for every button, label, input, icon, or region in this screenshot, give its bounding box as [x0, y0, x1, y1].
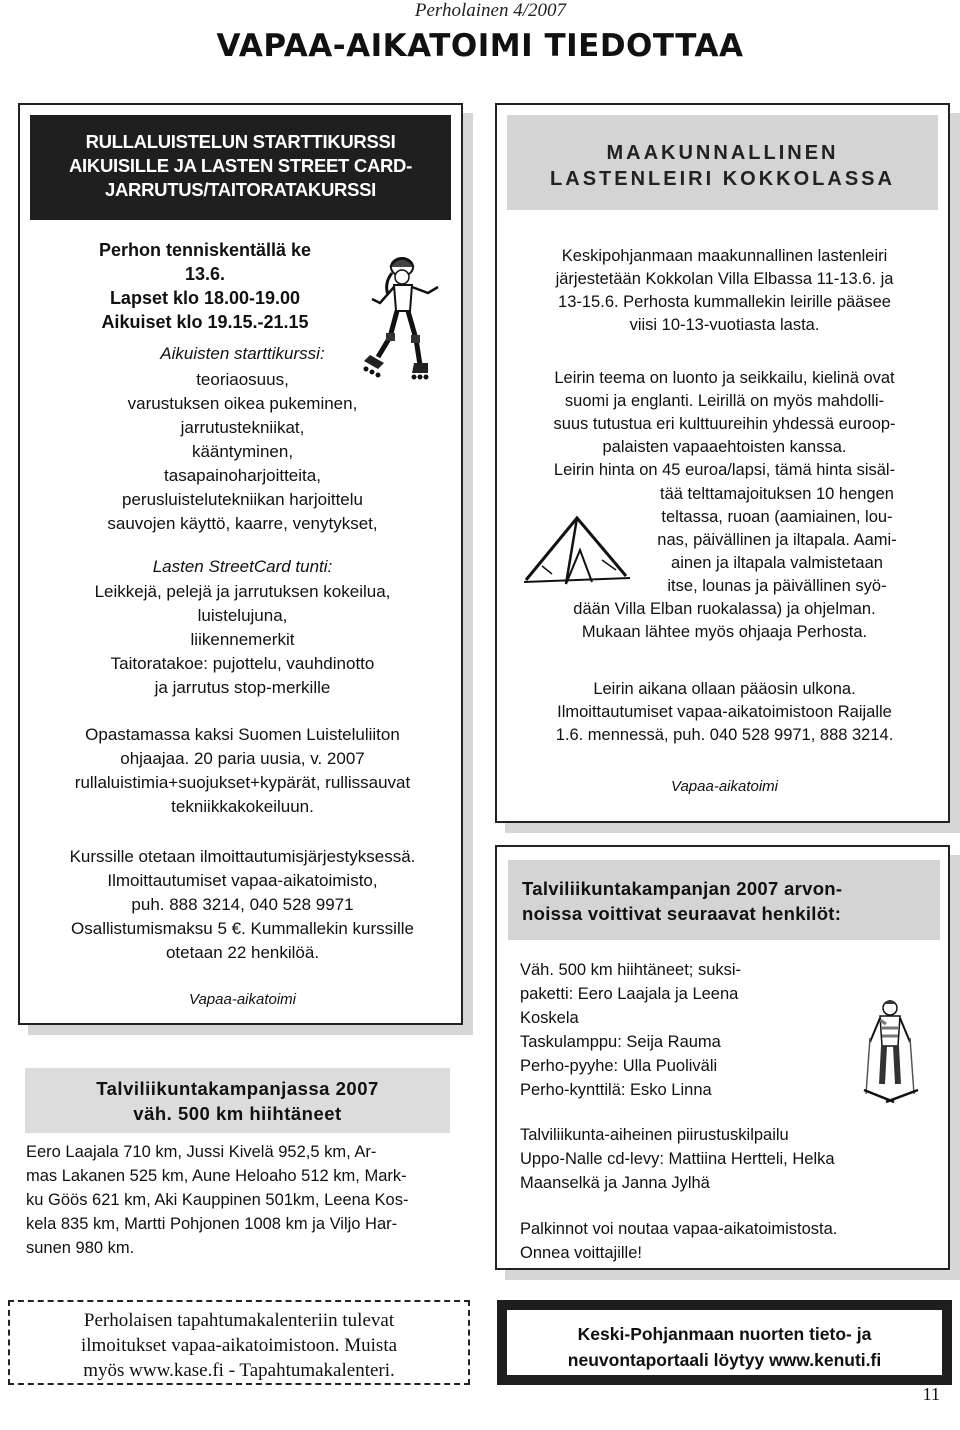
- text-line: dään Villa Elban ruokalassa) ja ohjelman.: [573, 600, 876, 618]
- skier-illustration: [860, 998, 920, 1108]
- text-line: Talviliikunta-aiheinen piirustuskilpailu: [520, 1126, 789, 1144]
- text-line: Ilmoittautumiset vapaa-aikatoimistoon Raijalle: [557, 703, 892, 721]
- publication-issue: Perholainen 4/2007: [414, 0, 566, 21]
- text-line: Kurssille otetaan ilmoittautumisjärjestyksessä.: [69, 847, 416, 866]
- text-line: Leirin teema on luonto ja seikkailu, kielinä ovat: [554, 369, 895, 387]
- title-line: Talviliikuntakampanjan 2007 arvon-: [522, 878, 843, 899]
- camp-theme: [497, 367, 952, 459]
- text-line: Eero Laajala 710 km, Jussi Kivelä 952,5 km, Ar-: [26, 1143, 377, 1161]
- camp-signature: Vapaa-aikatoimi: [671, 778, 778, 795]
- title-line: AIKUISILLE JA LASTEN STREET CARD-: [69, 155, 412, 176]
- tent-illustration: [522, 510, 632, 590]
- text-line: ohjaajaa. 20 paria uusia, v. 2007: [120, 749, 365, 768]
- text-line: Ilmoittautumiset vapaa-aikatoimisto,: [107, 871, 378, 890]
- text-line: Osallistumismaksu 5 €. Kummallekin kurssille: [71, 919, 414, 938]
- text-line: Leirin aikana ollaan pääosin ulkona.: [593, 680, 856, 698]
- page-number: 11: [922, 1384, 940, 1404]
- text-line: Leikkejä, pelejä ja jarrutuksen kokeilua,: [94, 582, 391, 601]
- text-line: ja jarrutus stop-merkille: [154, 678, 331, 697]
- text-line: puh. 888 3214, 040 528 9971: [131, 895, 354, 914]
- camp-box: [495, 103, 950, 823]
- kids-course-content: [20, 580, 465, 700]
- text-line: Perho-kynttilä: Esko Linna: [520, 1081, 712, 1099]
- title-line: RULLALUISTELUN STARTTIKURSSI: [85, 131, 396, 152]
- text-line: kela 835 km, Martti Pohjonen 1008 km ja Viljo Har-: [26, 1215, 398, 1233]
- text-line: paketti: Eero Laajala ja Leena: [520, 985, 739, 1003]
- adult-course-heading: Aikuisten starttikurssi:: [160, 344, 325, 363]
- text-line: sauvojen käyttö, kaarre, venytykset,: [107, 514, 378, 533]
- text-line: rullaluistimia+suojukset+kypärät, rullissauvat: [74, 773, 411, 792]
- title-line: Talviliikuntakampanjassa 2007: [96, 1078, 379, 1099]
- course-schedule: [80, 238, 330, 334]
- text-line: viisi 10-13-vuotiasta lasta.: [629, 316, 820, 334]
- text-line: luistelujuna,: [197, 606, 288, 625]
- text-line: Perho-pyyhe: Ulla Puoliväli: [520, 1057, 718, 1075]
- camp-price-line: Leirin hinta on 45 euroa/lapsi, tämä hinta sisäl-: [553, 461, 896, 479]
- course-guides-info: [20, 723, 465, 819]
- schedule-line: Perhon tenniskentällä ke 13.6.: [98, 240, 312, 284]
- text-line: Mukaan lähtee myös ohjaaja Perhosta.: [581, 623, 868, 641]
- schedule-line: Lapset klo 18.00-19.00: [109, 288, 301, 308]
- text-line: liikennemerkit: [190, 630, 295, 649]
- text-line: ainen ja iltapala valmistetaan: [671, 554, 883, 572]
- text-line: Taskulamppu: Seija Rauma: [520, 1033, 721, 1051]
- text-line: sunen 980 km.: [26, 1239, 135, 1257]
- text-line: tasapainoharjoitteita,: [164, 466, 321, 485]
- prize-pickup-info: [520, 1217, 940, 1265]
- title-line: LASTENLEIRI KOKKOLASSA: [550, 168, 895, 190]
- text-line: Onnea voittajille!: [520, 1244, 642, 1262]
- text-line: myös www.kase.fi - Tapahtumakalenteri.: [83, 1360, 395, 1381]
- title-line: noissa voittivat seuraavat henkilöt:: [522, 903, 842, 924]
- title-line: JARRUTUS/TAITORATAKURSSI: [105, 179, 376, 200]
- text-line: 13-15.6. Perhosta kummallekin leirille pääsee: [558, 293, 891, 311]
- kids-course-heading: Lasten StreetCard tunti:: [152, 557, 333, 576]
- skating-course-box: [18, 103, 463, 1025]
- course-signature: Vapaa-aikatoimi: [189, 991, 296, 1008]
- winners-list: [520, 958, 810, 1102]
- text-line: järjestetään Kokkolan Villa Elbassa 11-13.6. ja: [555, 270, 894, 288]
- camp-registration: [497, 678, 952, 747]
- text-line: otetaan 22 henkilöä.: [165, 943, 320, 962]
- text-line: teoriaosuus,: [196, 370, 289, 389]
- youth-portal-note: [497, 1300, 952, 1385]
- schedule-line: Aikuiset klo 19.15.-21.15: [101, 312, 309, 332]
- adult-course-content: [20, 368, 465, 536]
- text-line: teltassa, ruoan (aamiainen, lou-: [661, 508, 893, 526]
- text-line: varustuksen oikea pukeminen,: [127, 394, 358, 413]
- text-line: perusluistelutekniikan harjoittelu: [122, 490, 363, 509]
- text-line: jarrutustekniikat,: [180, 418, 305, 437]
- text-line: neuvontaportaali löytyy www.kenuti.fi: [567, 1350, 882, 1370]
- skating-course-title: [30, 115, 451, 220]
- text-line: Opastamassa kaksi Suomen Luisteluliiton: [85, 725, 400, 744]
- text-line: mas Lakanen 525 km, Aune Heloaho 512 km, Mark-: [26, 1167, 407, 1185]
- camp-title: [507, 115, 938, 210]
- text-line: ku Göös 621 km, Aki Kauppinen 501km, Leena Kos-: [26, 1191, 409, 1209]
- text-line: suus tutustua eri kulttuureihin yhdessä euroop-: [553, 415, 896, 433]
- text-line: Keski-Pohjanmaan nuorten tieto- ja: [577, 1324, 872, 1344]
- text-line: kääntyminen,: [191, 442, 294, 461]
- drawing-contest-winners: [520, 1123, 940, 1195]
- ski-campaign-results: [26, 1140, 450, 1260]
- camp-intro: [497, 245, 952, 337]
- text-line: Keskipohjanmaan maakunnallinen lastenleiri: [561, 247, 888, 265]
- title-line: MAAKUNNALLINEN: [606, 142, 839, 164]
- ski-campaign-title: [25, 1068, 450, 1133]
- calendar-note: [8, 1300, 470, 1385]
- text-line: Perholaisen tapahtumakalenteriin tulevat: [83, 1310, 395, 1331]
- text-line: itse, lounas ja päivällinen syö-: [667, 577, 887, 595]
- text-line: Taitoratakoe: pujottelu, vauhdinotto: [110, 654, 375, 673]
- text-line: Koskela: [520, 1009, 579, 1027]
- page-headline: VAPAA-AIKATOIMI TIEDOTTAA: [216, 28, 744, 64]
- camp-price-end: [497, 598, 952, 644]
- text-line: palaisten vapaaehtoisten kanssa.: [602, 438, 847, 456]
- text-line: ilmoitukset vapaa-aikatoimistoon. Muista: [80, 1335, 398, 1356]
- winners-title: [508, 860, 940, 940]
- course-enrollment-info: [20, 845, 465, 965]
- text-line: suomi ja englanti. Leirillä on myös mahdolli-: [564, 392, 885, 410]
- text-line: nas, päivällinen ja iltapala. Aami-: [657, 531, 897, 549]
- text-line: 1.6. mennessä, puh. 040 528 9971, 888 3214.: [555, 726, 894, 744]
- text-line: Uppo-Nalle cd-levy: Mattiina Hertteli, Helka: [520, 1150, 835, 1168]
- text-line: tekniikkakokeiluun.: [171, 797, 314, 816]
- text-line: Väh. 500 km hiihtäneet; suksi-: [520, 961, 742, 979]
- camp-price-details: [617, 483, 937, 598]
- text-line: Palkinnot voi noutaa vapaa-aikatoimistosta.: [520, 1220, 838, 1238]
- text-line: tää telttamajoituksen 10 hengen: [660, 485, 894, 503]
- text-line: Maanselkä ja Janna Jylhä: [520, 1174, 710, 1192]
- title-line: väh. 500 km hiihtäneet: [133, 1103, 342, 1124]
